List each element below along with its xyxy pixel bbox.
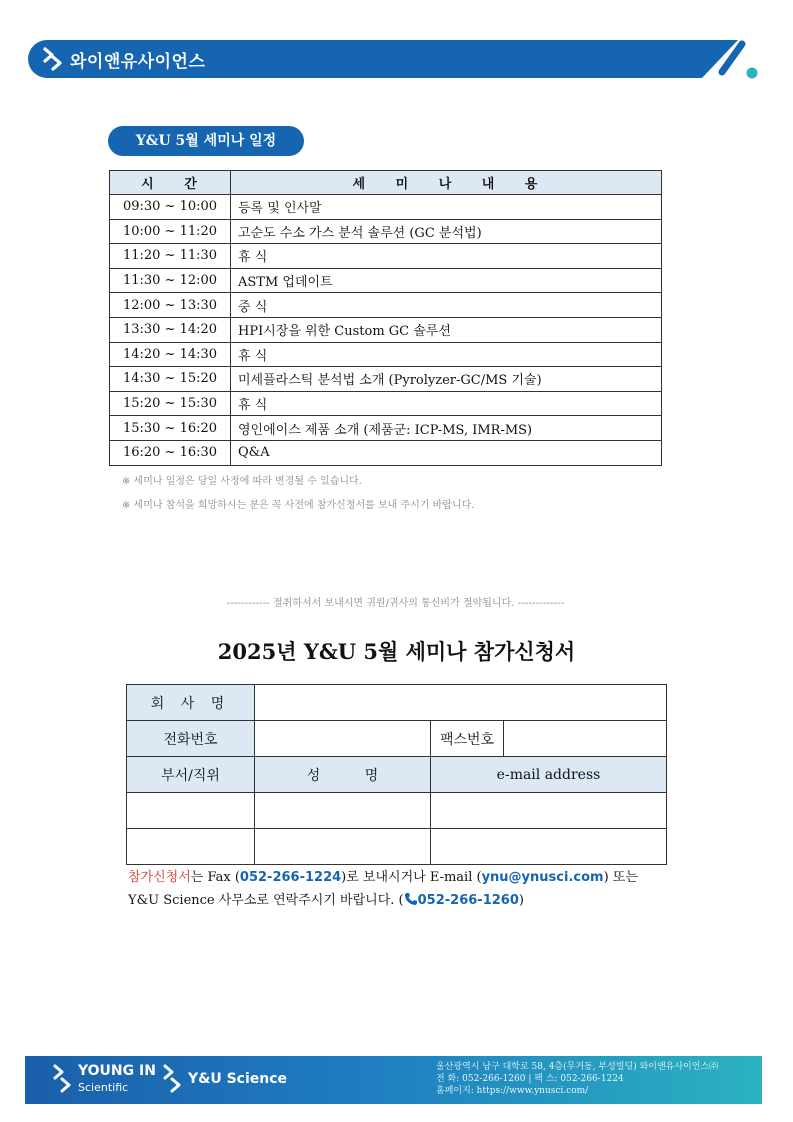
fax-number: 052-266-1224 — [239, 870, 342, 885]
registration-note: ※ 세미나 참석을 희망하시는 분은 꼭 사전에 참가신청서를 보내 주시기 바랍니다. — [122, 500, 475, 511]
table-row — [110, 317, 662, 342]
instruction-line-1 — [128, 869, 638, 887]
company-field[interactable] — [255, 685, 667, 721]
application-form-highlight: 참가신청서 — [128, 870, 191, 885]
registration-form-table — [126, 684, 667, 865]
email-field[interactable] — [431, 829, 667, 865]
email-label: e-mail address — [431, 757, 667, 793]
instruction-text: Y&U Science 사무소로 연락주시기 바랍니다. ( — [128, 893, 404, 908]
email-link[interactable]: ynu@ynusci.com — [481, 870, 604, 885]
time-cell: 11:30 ~ 12:00 — [110, 268, 231, 293]
time-column-header: 시 간 — [110, 171, 231, 195]
company-label: 회 사 명 — [127, 685, 255, 721]
brand-name: 와이앤유사이언스 — [70, 52, 206, 72]
content-cell: 휴 식 — [231, 244, 662, 269]
content-cell: 휴 식 — [231, 342, 662, 367]
content-column-header: 세 미 나 내 용 — [231, 171, 662, 195]
ynu-logo-text: Y&U Science — [188, 1071, 288, 1087]
dept-label: 부서/직위 — [127, 757, 255, 793]
table-row — [110, 293, 662, 318]
table-row — [110, 195, 662, 220]
content-cell: 고순도 수소 가스 분석 솔루션 (GC 분석법) — [231, 219, 662, 244]
time-cell: 12:00 ~ 13:30 — [110, 293, 231, 318]
phone-number: 052-266-1260 — [417, 893, 519, 908]
fax-label: 팩스번호 — [431, 721, 504, 757]
table-row — [110, 367, 662, 392]
instruction-text: ) 또는 — [603, 870, 638, 885]
phone-field[interactable] — [255, 721, 431, 757]
company-row — [127, 685, 667, 721]
content-cell: 등록 및 인사말 — [231, 195, 662, 220]
time-cell: 14:20 ~ 14:30 — [110, 342, 231, 367]
table-row — [110, 416, 662, 441]
table-row — [110, 219, 662, 244]
brand-logo-icon — [42, 46, 64, 72]
table-row — [110, 268, 662, 293]
table-row — [127, 793, 667, 829]
time-cell: 09:30 ~ 10:00 — [110, 195, 231, 220]
time-cell: 11:20 ~ 11:30 — [110, 244, 231, 269]
attendee-header-row — [127, 757, 667, 793]
header-slash-decoration-icon — [708, 38, 758, 84]
instruction-line-2 — [128, 892, 524, 910]
fax-field[interactable] — [504, 721, 667, 757]
schedule-header-row — [110, 171, 662, 195]
table-row — [127, 829, 667, 865]
content-cell: 중 식 — [231, 293, 662, 318]
table-row — [110, 342, 662, 367]
content-cell: 미세플라스틱 분석법 소개 (Pyrolyzer-GC/MS 기술) — [231, 367, 662, 392]
youngin-logo-icon — [52, 1062, 72, 1096]
email-field[interactable] — [431, 793, 667, 829]
name-field[interactable] — [255, 793, 431, 829]
instruction-text: )로 보내시거나 E-mail ( — [341, 870, 482, 885]
content-cell: HPI시장을 위한 Custom GC 솔루션 — [231, 317, 662, 342]
phone-label: 전화번호 — [127, 721, 255, 757]
phone-row — [127, 721, 667, 757]
schedule-table — [109, 170, 662, 466]
instruction-text: 는 Fax ( — [190, 870, 240, 885]
time-cell: 15:20 ~ 15:30 — [110, 391, 231, 416]
instruction-text: ) — [518, 893, 524, 908]
schedule-note: ※ 세미나 일정은 당일 사정에 따라 변경될 수 있습니다. — [122, 476, 362, 487]
content-cell: 휴 식 — [231, 391, 662, 416]
cut-line: ------------ 절취하셔서 보내시면 귀원/귀사의 통신비가 절약됩니다. ------------- — [226, 598, 565, 609]
footer-contact: 전 화: 052-266-1260 | 팩 스: 052-266-1224 — [436, 1074, 624, 1084]
table-row — [110, 244, 662, 269]
form-title: 2025년 Y&U 5월 세미나 참가신청서 — [217, 639, 576, 664]
time-cell: 15:30 ~ 16:20 — [110, 416, 231, 441]
content-cell: Q&A — [231, 440, 662, 465]
youngin-logo-top: YOUNG IN — [78, 1063, 156, 1079]
section-title-pill: Y&U 5월 세미나 일정 — [108, 126, 304, 156]
dept-field[interactable] — [127, 793, 255, 829]
dept-field[interactable] — [127, 829, 255, 865]
content-cell: 영인에이스 제품 소개 (제품군: ICP-MS, IMR-MS) — [231, 416, 662, 441]
footer-homepage[interactable]: 홈페이지: https://www.ynusci.com/ — [436, 1086, 589, 1096]
time-cell: 13:30 ~ 14:20 — [110, 317, 231, 342]
time-cell: 14:30 ~ 15:20 — [110, 367, 231, 392]
phone-icon — [404, 892, 418, 906]
youngin-logo-bottom: Scientific — [78, 1081, 129, 1094]
time-cell: 10:00 ~ 11:20 — [110, 219, 231, 244]
table-row — [110, 440, 662, 465]
footer-info — [436, 1061, 718, 1097]
ynu-logo-icon — [162, 1062, 182, 1096]
time-cell: 16:20 ~ 16:30 — [110, 440, 231, 465]
footer-address: 울산광역시 남구 대학로 58, 4층(무거동, 부성빌딩) 와이앤유사이언스㈜ — [436, 1062, 719, 1072]
content-cell: ASTM 업데이트 — [231, 268, 662, 293]
name-label: 성 명 — [255, 757, 431, 793]
name-field[interactable] — [255, 829, 431, 865]
table-row — [110, 391, 662, 416]
